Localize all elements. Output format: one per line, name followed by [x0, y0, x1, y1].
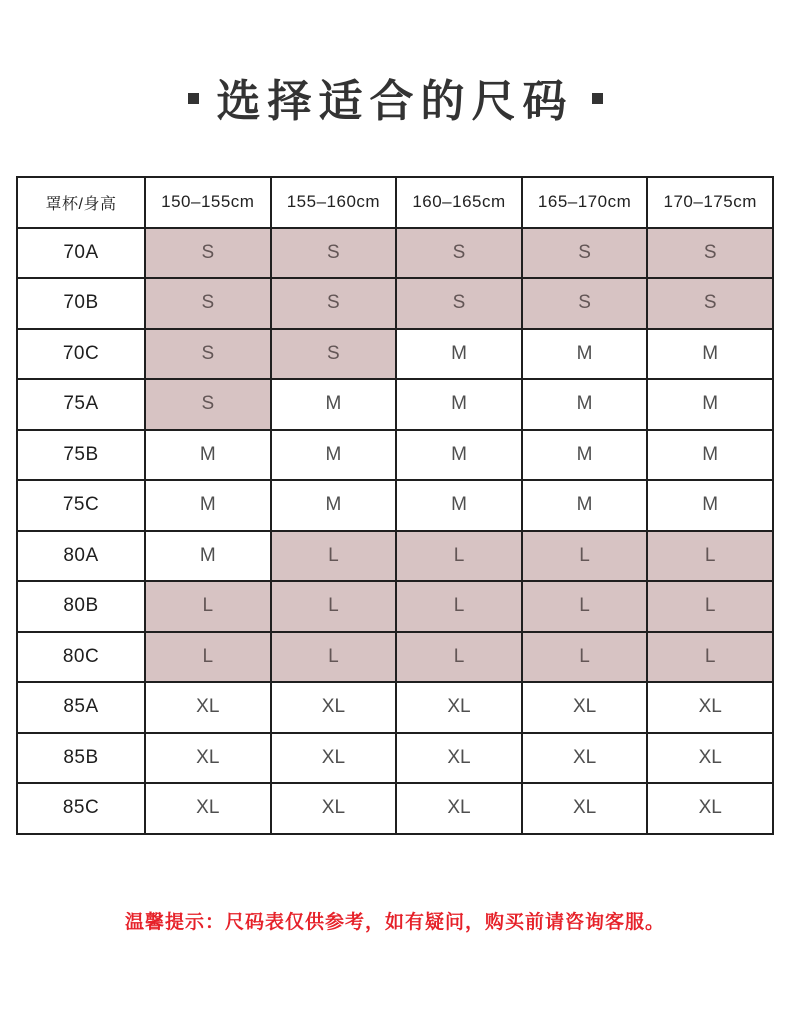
page-title [0, 0, 790, 124]
row-label-cup-size: 70C [17, 329, 145, 380]
size-cell: M [522, 379, 648, 430]
size-cell: S [647, 228, 773, 279]
size-chart-header-row [17, 177, 773, 228]
size-cell: M [647, 480, 773, 531]
table-row [17, 430, 773, 481]
size-cell: M [647, 379, 773, 430]
size-cell: M [522, 430, 648, 481]
size-cell: S [145, 379, 271, 430]
table-row [17, 228, 773, 279]
size-cell: L [522, 581, 648, 632]
size-cell: M [522, 480, 648, 531]
row-label-cup-size: 80C [17, 632, 145, 683]
footer-note: 温馨提示：尺码表仅供参考，如有疑问，购买前请咨询客服。 [124, 911, 665, 933]
size-cell: M [647, 430, 773, 481]
size-cell: S [396, 228, 522, 279]
size-cell: S [145, 329, 271, 380]
title-dot-left-icon [188, 93, 199, 104]
header-cell-cup-height: 罩杯/身高 [17, 177, 145, 228]
size-cell: M [145, 480, 271, 531]
size-cell: M [396, 379, 522, 430]
size-cell: XL [145, 733, 271, 784]
row-label-cup-size: 75C [17, 480, 145, 531]
size-cell: L [647, 581, 773, 632]
header-cell-height-range: 160–165cm [396, 177, 522, 228]
size-cell: S [271, 329, 397, 380]
size-cell: M [145, 430, 271, 481]
header-cell-height-range: 150–155cm [145, 177, 271, 228]
table-row [17, 682, 773, 733]
row-label-cup-size: 85C [17, 783, 145, 834]
size-cell: XL [271, 783, 397, 834]
size-cell: M [396, 480, 522, 531]
size-cell: L [145, 632, 271, 683]
size-cell: L [522, 632, 648, 683]
size-cell: M [647, 329, 773, 380]
table-row [17, 733, 773, 784]
row-label-cup-size: 70B [17, 278, 145, 329]
size-cell: XL [396, 682, 522, 733]
size-cell: L [271, 581, 397, 632]
table-row [17, 329, 773, 380]
row-label-cup-size: 85A [17, 682, 145, 733]
size-cell: XL [522, 682, 648, 733]
size-cell: S [271, 228, 397, 279]
size-cell: M [271, 480, 397, 531]
size-cell: XL [271, 682, 397, 733]
size-cell: S [271, 278, 397, 329]
table-row [17, 480, 773, 531]
size-cell: L [271, 531, 397, 582]
size-cell: M [145, 531, 271, 582]
row-label-cup-size: 75A [17, 379, 145, 430]
size-cell: M [396, 329, 522, 380]
size-chart-table [16, 176, 774, 835]
size-cell: L [396, 581, 522, 632]
table-row [17, 531, 773, 582]
table-row [17, 379, 773, 430]
size-cell: S [522, 278, 648, 329]
size-cell: M [271, 379, 397, 430]
size-cell: XL [647, 682, 773, 733]
title-dot-right-icon [592, 93, 603, 104]
size-cell: XL [271, 733, 397, 784]
header-cell-height-range: 155–160cm [271, 177, 397, 228]
size-cell: XL [145, 682, 271, 733]
size-cell: L [647, 632, 773, 683]
header-cell-height-range: 170–175cm [647, 177, 773, 228]
size-cell: XL [522, 783, 648, 834]
size-cell: S [145, 228, 271, 279]
size-cell: S [396, 278, 522, 329]
size-cell: S [522, 228, 648, 279]
table-row [17, 278, 773, 329]
size-cell: L [271, 632, 397, 683]
row-label-cup-size: 85B [17, 733, 145, 784]
size-cell: XL [647, 733, 773, 784]
size-cell: M [271, 430, 397, 481]
size-cell: M [522, 329, 648, 380]
page-title-text: 选择适合的尺码 [216, 77, 574, 126]
header-cell-height-range: 165–170cm [522, 177, 648, 228]
table-row [17, 632, 773, 683]
size-cell: L [522, 531, 648, 582]
size-chart-body [17, 228, 773, 834]
size-cell: M [396, 430, 522, 481]
row-label-cup-size: 75B [17, 430, 145, 481]
size-cell: XL [647, 783, 773, 834]
row-label-cup-size: 80A [17, 531, 145, 582]
table-row [17, 783, 773, 834]
size-cell: XL [145, 783, 271, 834]
size-cell: L [396, 632, 522, 683]
size-cell: S [145, 278, 271, 329]
size-cell: L [396, 531, 522, 582]
row-label-cup-size: 70A [17, 228, 145, 279]
size-cell: XL [396, 733, 522, 784]
size-cell: L [647, 531, 773, 582]
row-label-cup-size: 80B [17, 581, 145, 632]
size-cell: XL [522, 733, 648, 784]
size-cell: S [647, 278, 773, 329]
table-row [17, 581, 773, 632]
size-cell: XL [396, 783, 522, 834]
size-cell: L [145, 581, 271, 632]
